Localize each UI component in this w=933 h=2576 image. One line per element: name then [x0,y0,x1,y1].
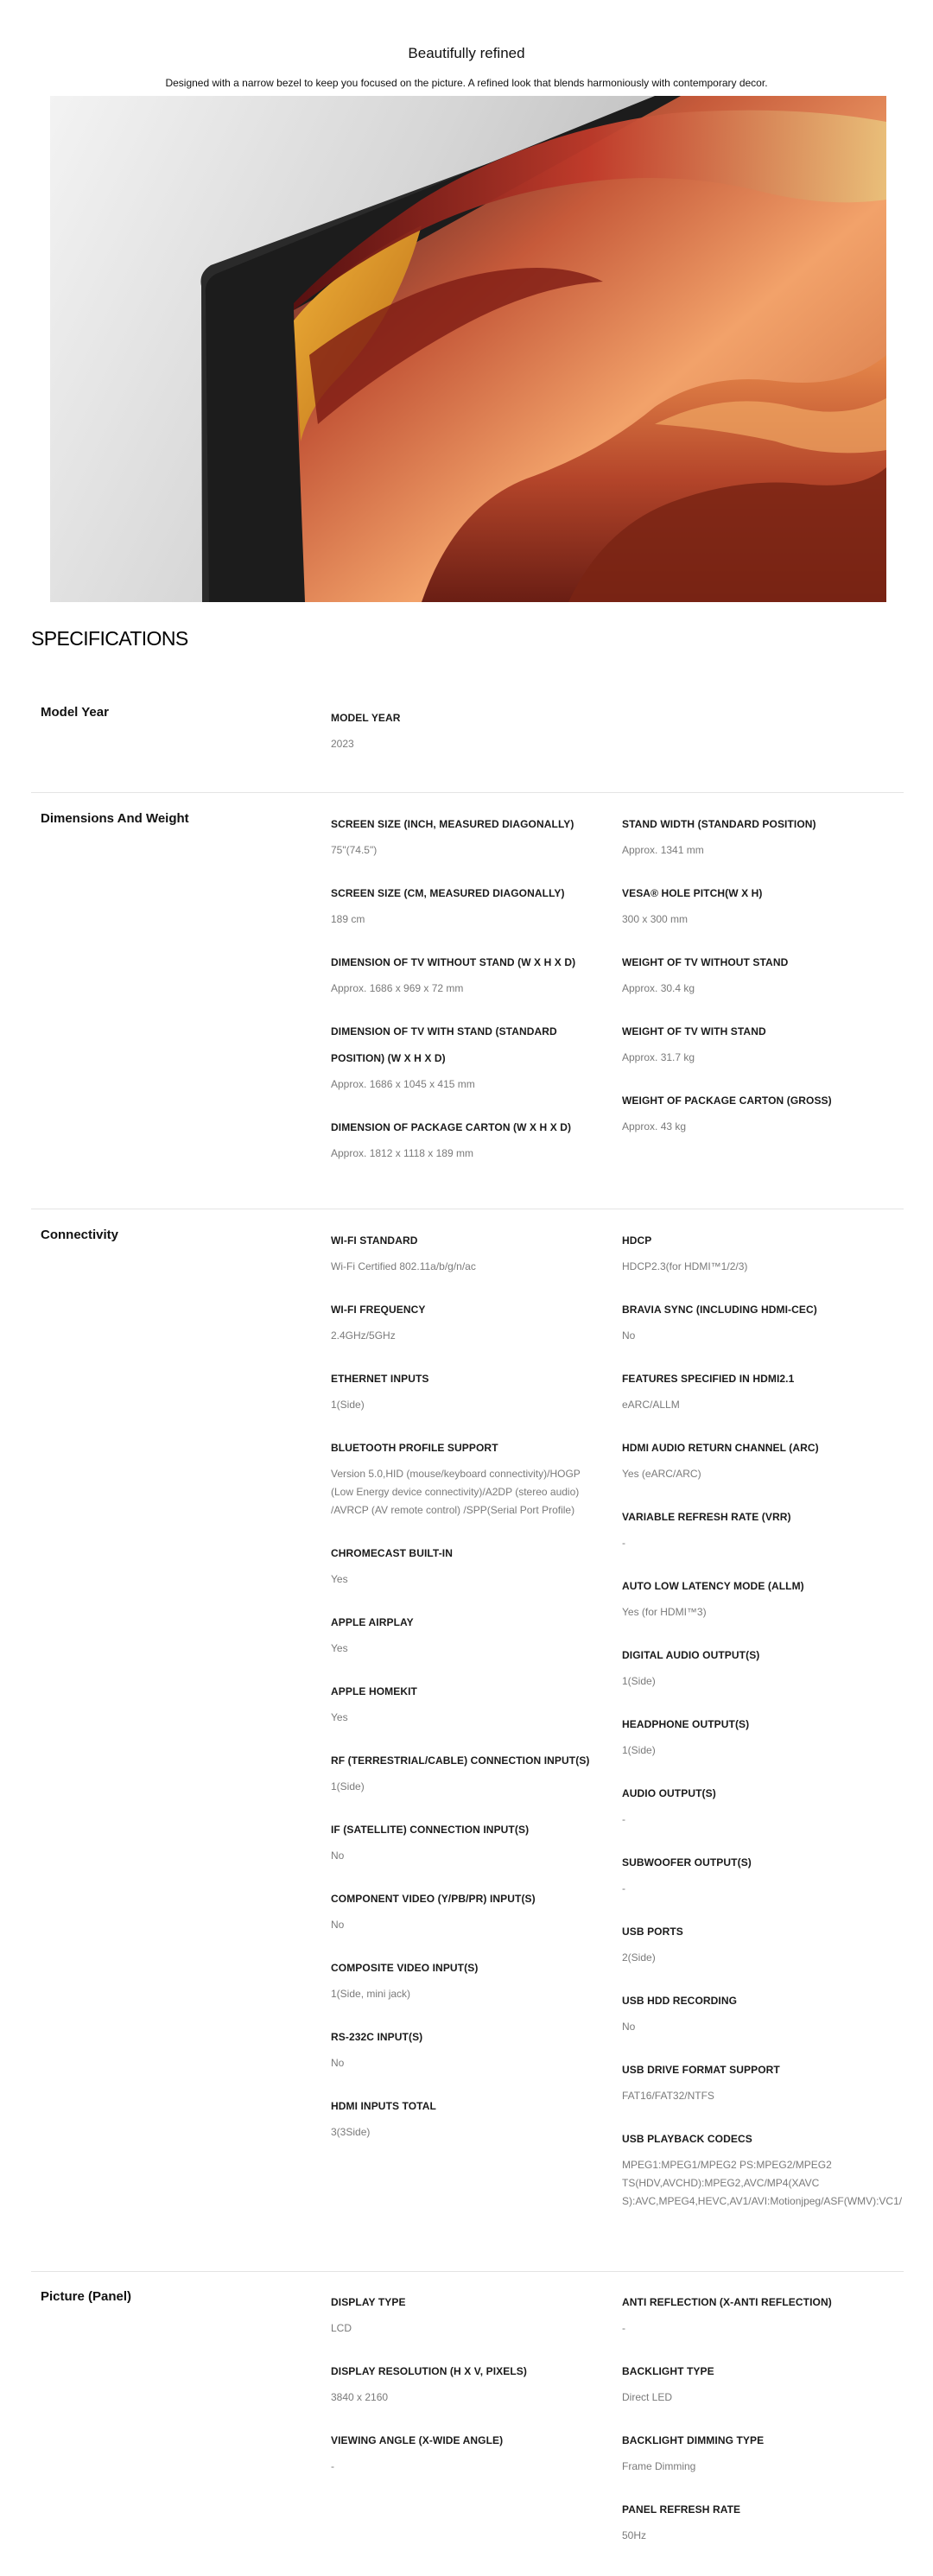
spec-value: Approx. 1341 mm [622,844,704,856]
spec-value: - [331,2460,334,2472]
section-divider [31,2271,904,2272]
spec-label: HDMI AUDIO RETURN CHANNEL (ARC) [622,1442,819,1454]
model-year-col1 [331,705,607,753]
spec-value: 1(Side) [331,1780,365,1792]
spec-value: 3840 x 2160 [331,2391,389,2403]
spec-label: BLUETOOTH PROFILE SUPPORT [331,1442,498,1454]
spec-label: USB PORTS [622,1926,683,1938]
spec-value: Approx. 1686 x 969 x 72 mm [331,982,464,994]
hero-title: Beautifully refined [408,45,525,61]
spec-label: WI-FI STANDARD [331,1234,418,1247]
spec-value: eARC/ALLM [622,1399,680,1411]
spec-item [622,1228,907,1276]
spec-item [331,1886,607,1934]
spec-item [622,1642,907,1691]
spec-value: - [622,1813,625,1825]
spec-value: Yes (eARC/ARC) [622,1468,701,1480]
spec-label: APPLE HOMEKIT [331,1685,417,1697]
spec-value: 3(3Side) [331,2126,371,2138]
spec-label: SCREEN SIZE (CM, MEASURED DIAGONALLY) [331,887,565,899]
spec-item [331,1114,607,1163]
spec-label: APPLE AIRPLAY [331,1616,414,1628]
spec-value: MPEG1:MPEG1/MPEG2 PS:MPEG2/MPEG2 TS(HDV,AVCHD):MPEG2,AVC/MP4(XAVC S):AVC,MPEG4,HEVC,AV1/AVI:Motionjpeg/ASF(WMV):VC1/ [622,2159,903,2207]
hero-subtitle: Designed with a narrow bezel to keep you focused on the picture. A refined look that blends harmoniously with contemporary decor. [165,77,768,89]
spec-item [331,1435,607,1520]
spec-item [622,1711,907,1760]
spec-label: DIGITAL AUDIO OUTPUT(S) [622,1649,760,1661]
spec-item [331,1609,607,1658]
spec-item [331,2427,607,2476]
spec-label: WEIGHT OF TV WITH STAND [622,1025,766,1037]
spec-value: LCD [331,2322,352,2334]
spec-value: Approx. 30.4 kg [622,982,695,994]
spec-item [622,1919,907,1967]
spec-item [331,2358,607,2407]
spec-item [622,1366,907,1414]
spec-value: Yes [331,1573,348,1585]
spec-label: VESA® HOLE PITCH(W X H) [622,887,763,899]
spec-value: Yes (for HDMI™3) [622,1606,707,1618]
spec-value: - [622,1537,625,1549]
dimensions-col1 [331,811,607,1163]
spec-item [622,1573,907,1621]
spec-value: No [331,1919,345,1931]
specifications-heading: SPECIFICATIONS [31,627,188,650]
spec-label: BACKLIGHT TYPE [622,2365,714,2377]
spec-item-model-year [331,705,607,753]
spec-label: RF (TERRESTRIAL/CABLE) CONNECTION INPUT(S) [331,1754,590,1767]
spec-value: 1(Side) [331,1399,365,1411]
spec-label: DIMENSION OF PACKAGE CARTON (W X H X D) [331,1121,572,1133]
spec-value: 189 cm [331,913,365,925]
spec-label: VARIABLE REFRESH RATE (VRR) [622,1511,791,1523]
spec-label: ETHERNET INPUTS [331,1373,429,1385]
spec-item [331,949,607,998]
spec-item [331,1817,607,1865]
spec-label: SCREEN SIZE (INCH, MEASURED DIAGONALLY) [331,818,574,830]
spec-label: HEADPHONE OUTPUT(S) [622,1718,750,1730]
spec-label: USB DRIVE FORMAT SUPPORT [622,2064,780,2076]
spec-label: USB PLAYBACK CODECS [622,2133,752,2145]
spec-label: CHROMECAST BUILT-IN [331,1547,454,1559]
spec-value: 2.4GHz/5GHz [331,1329,396,1342]
spec-value: - [622,2322,625,2334]
spec-label: BACKLIGHT DIMMING TYPE [622,2434,765,2446]
section-title-model-year: Model Year [41,705,109,720]
spec-item [622,2057,907,2105]
spec-value: Frame Dimming [622,2460,696,2472]
spec-label: SUBWOOFER OUTPUT(S) [622,1856,752,1869]
spec-label: FEATURES SPECIFIED IN HDMI2.1 [622,1373,795,1385]
spec-label: WI-FI FREQUENCY [331,1304,426,1316]
spec-value: Approx. 1686 x 1045 x 415 mm [331,1078,475,1090]
spec-value: HDCP2.3(for HDMI™1/2/3) [622,1260,748,1272]
spec-item [622,2427,907,2476]
spec-label: DISPLAY RESOLUTION (H X V, PIXELS) [331,2365,528,2377]
spec-item [622,1297,907,1345]
section-divider [31,792,904,793]
section-title-picture: Picture (Panel) [41,2289,132,2304]
spec-item [622,2358,907,2407]
spec-label: BRAVIA SYNC (INCLUDING HDMI-CEC) [622,1304,817,1316]
spec-item [331,1748,607,1796]
spec-label: AUDIO OUTPUT(S) [622,1787,716,1799]
spec-value: 2(Side) [622,1951,656,1964]
spec-value: No [331,2057,345,2069]
spec-value: No [331,1850,345,1862]
spec-label: PANEL REFRESH RATE [622,2503,741,2516]
spec-item [622,880,907,929]
spec-value: 50Hz [622,2529,647,2541]
connectivity-col1 [331,1228,607,2141]
spec-value: Yes [331,1642,348,1654]
spec-value: Approx. 1812 x 1118 x 189 mm [331,1147,473,1159]
spec-item [622,1435,907,1483]
spec-item [331,1955,607,2003]
connectivity-col2 [622,1228,907,2211]
spec-item [622,1504,907,1552]
spec-value: Yes [331,1711,348,1723]
spec-item [622,1018,907,1067]
spec-value: Version 5.0,HID (mouse/keyboard connectivity)/HOGP (Low Energy device connectivity)/A2DP (stereo audio) /AVRCP (AV remote control) /SPP(Serial Port Profile) [331,1468,581,1516]
spec-item [331,811,607,860]
spec-label: STAND WIDTH (STANDARD POSITION) [622,818,816,830]
spec-label: IF (SATELLITE) CONNECTION INPUT(S) [331,1824,530,1836]
spec-item [622,1988,907,2036]
spec-label: HDMI INPUTS TOTAL [331,2100,436,2112]
spec-value: 1(Side, mini jack) [331,1988,411,2000]
spec-value: Wi-Fi Certified 802.11a/b/g/n/ac [331,1260,476,1272]
section-title-dimensions: Dimensions And Weight [41,811,189,826]
spec-value: Approx. 31.7 kg [622,1051,695,1063]
spec-label: DIMENSION OF TV WITH STAND (STANDARD POSITION) (W X H X D) [331,1025,557,1064]
section-title-connectivity: Connectivity [41,1228,119,1242]
spec-value: FAT16/FAT32/NTFS [622,2090,714,2102]
spec-label: USB HDD RECORDING [622,1995,738,2007]
spec-value: No [622,1329,636,1342]
tv-bezel-illustration [50,96,886,602]
spec-item [331,1228,607,1276]
spec-label: COMPOSITE VIDEO INPUT(S) [331,1962,479,1974]
spec-label: AUTO LOW LATENCY MODE (ALLM) [622,1580,804,1592]
spec-value: 1(Side) [622,1675,656,1687]
spec-item [622,949,907,998]
spec-label: VIEWING ANGLE (X-WIDE ANGLE) [331,2434,504,2446]
spec-label: COMPONENT VIDEO (Y/PB/PR) INPUT(S) [331,1893,536,1905]
spec-item [331,880,607,929]
spec-value: 2023 [331,738,354,750]
spec-item [331,1018,607,1094]
spec-item [622,1088,907,1136]
spec-label: HDCP [622,1234,652,1247]
spec-item [331,1540,607,1589]
dimensions-col2 [622,811,907,1136]
spec-label: WEIGHT OF TV WITHOUT STAND [622,956,789,968]
spec-value: Direct LED [622,2391,673,2403]
spec-label: MODEL YEAR [331,712,401,724]
spec-item [331,2289,607,2338]
picture-col2 [622,2289,907,2545]
hero-tv-image [50,96,886,602]
spec-value: 300 x 300 mm [622,913,689,925]
spec-item [622,2289,907,2338]
spec-item [331,2093,607,2141]
spec-value: 75"(74.5") [331,844,378,856]
spec-item [331,1366,607,1414]
spec-item [622,811,907,860]
spec-label: DIMENSION OF TV WITHOUT STAND (W X H X D) [331,956,576,968]
spec-value: - [622,1882,625,1894]
spec-item [331,1678,607,1727]
spec-label: ANTI REFLECTION (X-ANTI REFLECTION) [622,2296,832,2308]
spec-label: WEIGHT OF PACKAGE CARTON (GROSS) [622,1094,832,1107]
spec-value: No [622,2021,636,2033]
spec-item [622,1780,907,1829]
spec-label: RS-232C INPUT(S) [331,2031,423,2043]
spec-label: DISPLAY TYPE [331,2296,406,2308]
spec-value: Approx. 43 kg [622,1120,687,1133]
spec-item [622,1850,907,1898]
spec-value: 1(Side) [622,1744,656,1756]
spec-item [622,2497,907,2545]
spec-item [331,1297,607,1345]
spec-item [331,2024,607,2072]
spec-item [622,2126,907,2211]
picture-col1 [331,2289,607,2476]
